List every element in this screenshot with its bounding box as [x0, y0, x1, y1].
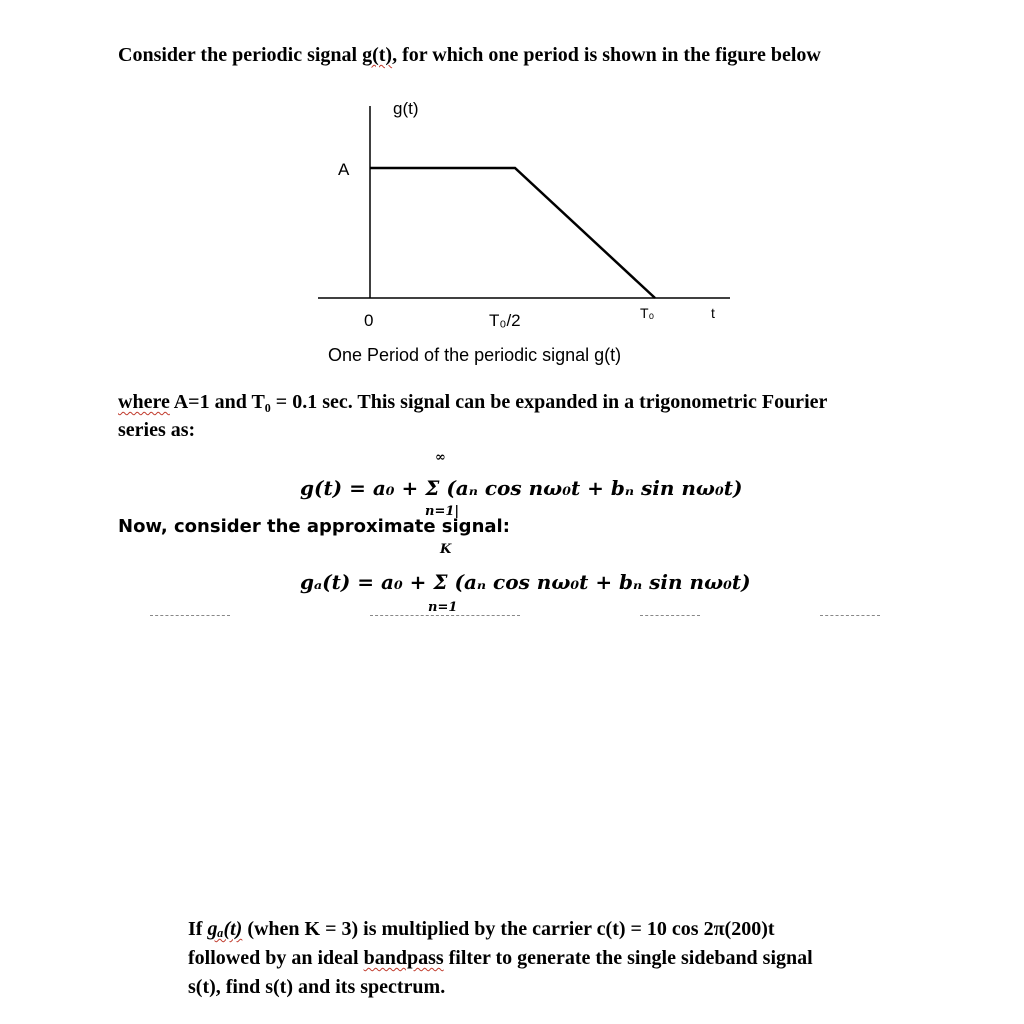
tick-half-period: T₀/2 [489, 311, 521, 330]
page-break-dash-1 [150, 615, 230, 617]
y-axis-label: g(t) [393, 99, 419, 118]
where-line-1 [118, 391, 827, 414]
question-line-3: s(t), find s(t) and its spectrum. [188, 976, 446, 998]
tick-period: T₀ [640, 305, 655, 321]
where-line-2: series as: [118, 419, 196, 441]
question-line-1 [188, 918, 775, 941]
question-line-2-before: followed by an ideal [188, 947, 364, 969]
approx-intro: Now, consider the approximate signal: [118, 516, 510, 537]
tick-zero: 0 [364, 311, 374, 330]
fourier-series-equation: g(t) = a₀ + Σ (aₙ cos nω₀t + bₙ sin nω₀t) [300, 476, 743, 500]
question-if: If [188, 918, 208, 940]
where-rest: A=1 and T₀ = 0.1 sec. This signal can be expanded in a trigonometric Fourier [169, 391, 828, 413]
signal-figure [0, 0, 1024, 340]
series-lower-limit: n=1| [425, 504, 460, 519]
question-line-2-after: filter to generate the single sideband signal [443, 947, 813, 969]
page-break-dash-3 [640, 615, 700, 617]
question-bandpass: bandpass [363, 947, 444, 969]
page-break-dash-2 [370, 615, 520, 617]
approx-lower-limit: n=1 [428, 600, 458, 615]
figure-caption: One Period of the periodic signal g(t) [328, 345, 622, 365]
intro-after: , for which one period is shown in the figure below [392, 44, 821, 66]
question-line-2 [188, 947, 813, 970]
approx-series-equation: gₐ(t) = a₀ + Σ (aₙ cos nω₀t + bₙ sin nω₀t) [300, 570, 751, 594]
question-ga: gₐ(t) [207, 918, 243, 940]
intro-signal-highlight: g(t) [362, 44, 393, 66]
series-upper-limit: ∞ [435, 450, 446, 465]
amplitude-label: A [338, 160, 350, 179]
where-word: where [118, 391, 170, 413]
approx-upper-limit: K [440, 542, 452, 557]
intro-before: Consider the periodic signal [118, 44, 363, 66]
signal-waveform [370, 168, 655, 298]
page-break-dash-4 [820, 615, 880, 617]
question-line-1-rest: (when K = 3) is multiplied by the carrier c(t) = 10 cos 2π(200)t [242, 918, 775, 940]
x-axis-label: t [711, 305, 715, 321]
